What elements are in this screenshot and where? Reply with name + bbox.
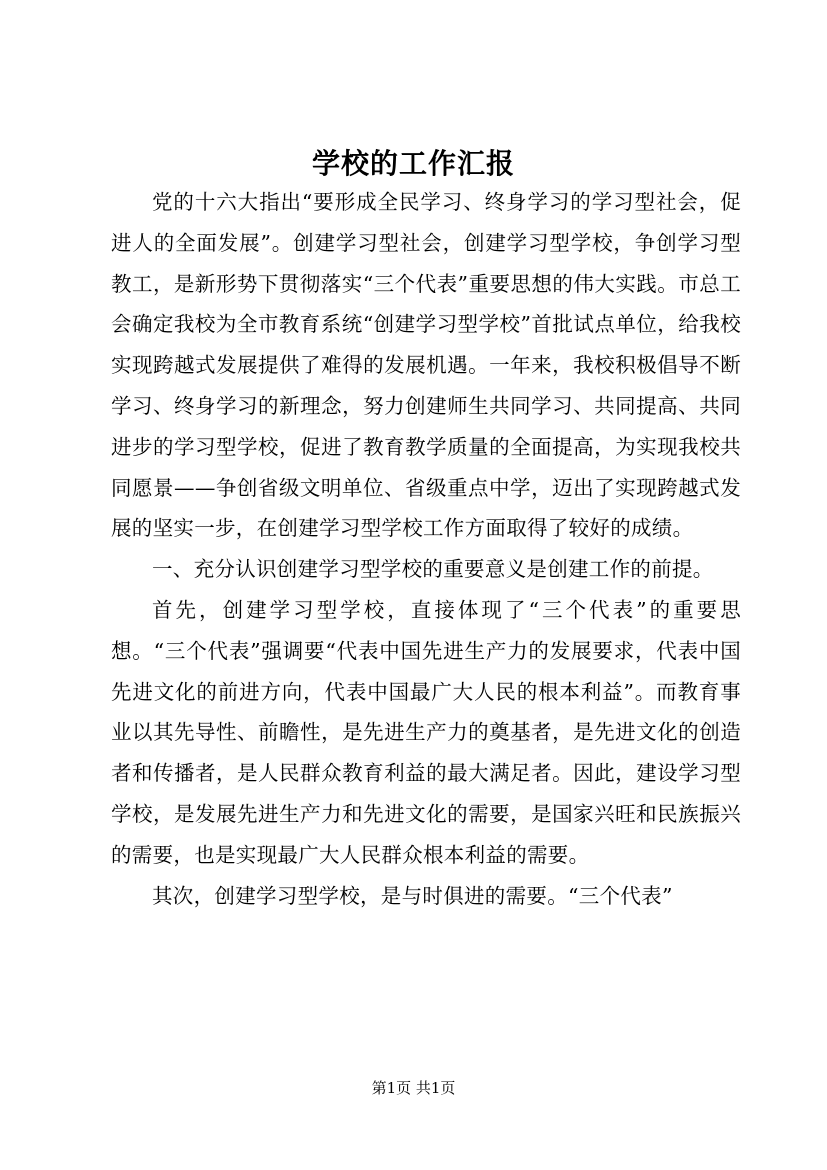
document-title: 学校的工作汇报	[311, 147, 515, 180]
page-footer: 第1页 共1页	[371, 1079, 456, 1097]
paragraph-intro: 党的十六大指出“要形成全民学习、终身学习的学习型社会，促进人的全面发展”。创建学习型社会，创建学习型学校，争创学习型教工，是新形势下贯彻落实“三个代表”重要思想的伟大实践。市总工会确定我校为全市教育系统“创建学习型学校”首批试点单位，给我校实现跨越式发展提供了难得的发展机遇。一年来，我校积极倡导不断学习、终身学习的新理念，努力创建师生共同学习、共同提高、共同进步的学习型学校，促进了教育教学质量的全面提高，为实现我校共同愿景——争创省级文明单位、省级重点中学，迈出了实现跨越式发展的坚实一步，在创建学习型学校工作方面取得了较好的成绩。	[111, 190, 741, 541]
paragraph-second-point: 其次，创建学习型学校，是与时俱进的需要。“三个代表”	[152, 883, 673, 908]
document-body	[111, 182, 741, 916]
paragraph-section-heading-1: 一、充分认识创建学习型学校的重要意义是创建工作的前提。	[152, 557, 714, 582]
paragraph-first-point: 首先，创建学习型学校，直接体现了“三个代表”的重要思想。“三个代表”强调要“代表中国先进生产力的发展要求，代表中国先进文化的前进方向，代表中国最广大人民的根本利益”。而教育事业以其先导性、前瞻性，是先进生产力的奠基者，是先进文化的创造者和传播者，是人民群众教育利益的最大满足者。因此，建设学习型学校，是发展先进生产力和先进文化的需要，是国家兴旺和民族振兴的需要，也是实现最广大人民群众根本利益的需要。	[111, 597, 741, 867]
